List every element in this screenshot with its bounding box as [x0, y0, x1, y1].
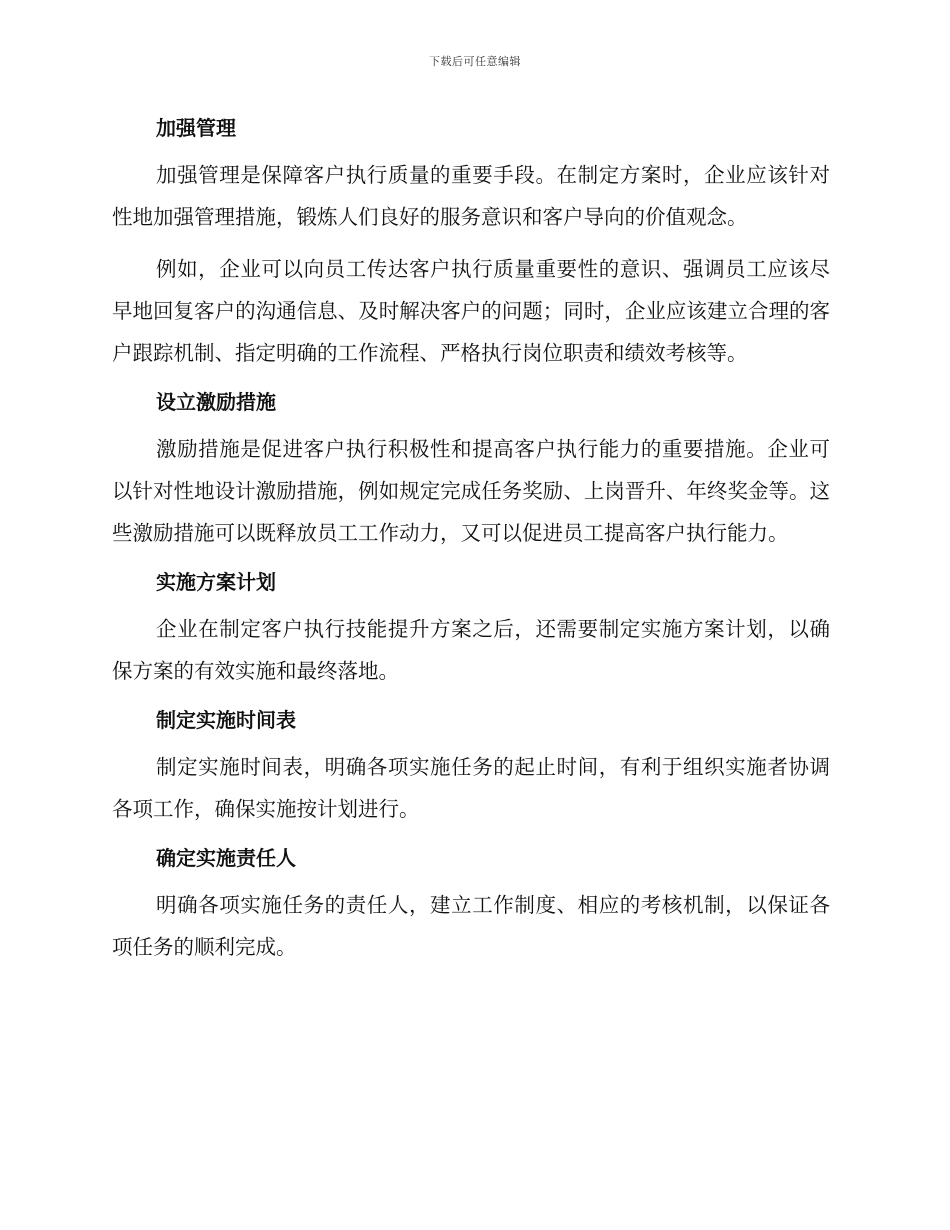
paragraph: 明确各项实施任务的责任人，建立工作制度、相应的考核机制，以保证各项任务的顺利完成。 [112, 893, 830, 959]
document-body [112, 112, 830, 978]
section-heading: 制定实施时间表 [156, 708, 296, 732]
paragraph: 企业在制定客户执行技能提升方案之后，还需要制定实施方案计划，以确保方案的有效实施和最终落地。 [112, 617, 830, 683]
page-header: 下载后可任意编辑 [429, 55, 521, 68]
section-heading: 加强管理 [156, 116, 236, 140]
paragraph: 制定实施时间表，明确各项实施任务的起止时间，有利于组织实施者协调各项工作，确保实施按计划进行。 [112, 755, 830, 821]
section-heading: 设立激励措施 [156, 390, 276, 414]
section-heading: 实施方案计划 [156, 570, 276, 594]
paragraph: 例如，企业可以向员工传达客户执行质量重要性的意识、强调员工应该尽早地回复客户的沟通信息、及时解决客户的问题；同时，企业应该建立合理的客户跟踪机制、指定明确的工作流程、严格执行岗位职责和绩效考核等。 [112, 257, 830, 365]
paragraph: 激励措施是促进客户执行积极性和提高客户执行能力的重要措施。企业可以针对性地设计激励措施，例如规定完成任务奖励、上岗晋升、年终奖金等。这些激励措施可以既释放员工工作动力，又可以促进员工提高客户执行能力。 [112, 437, 830, 545]
paragraph: 加强管理是保障客户执行质量的重要手段。在制定方案时，企业应该针对性地加强管理措施，锻炼人们良好的服务意识和客户导向的价值观念。 [112, 163, 830, 229]
section-heading: 确定实施责任人 [156, 846, 296, 870]
